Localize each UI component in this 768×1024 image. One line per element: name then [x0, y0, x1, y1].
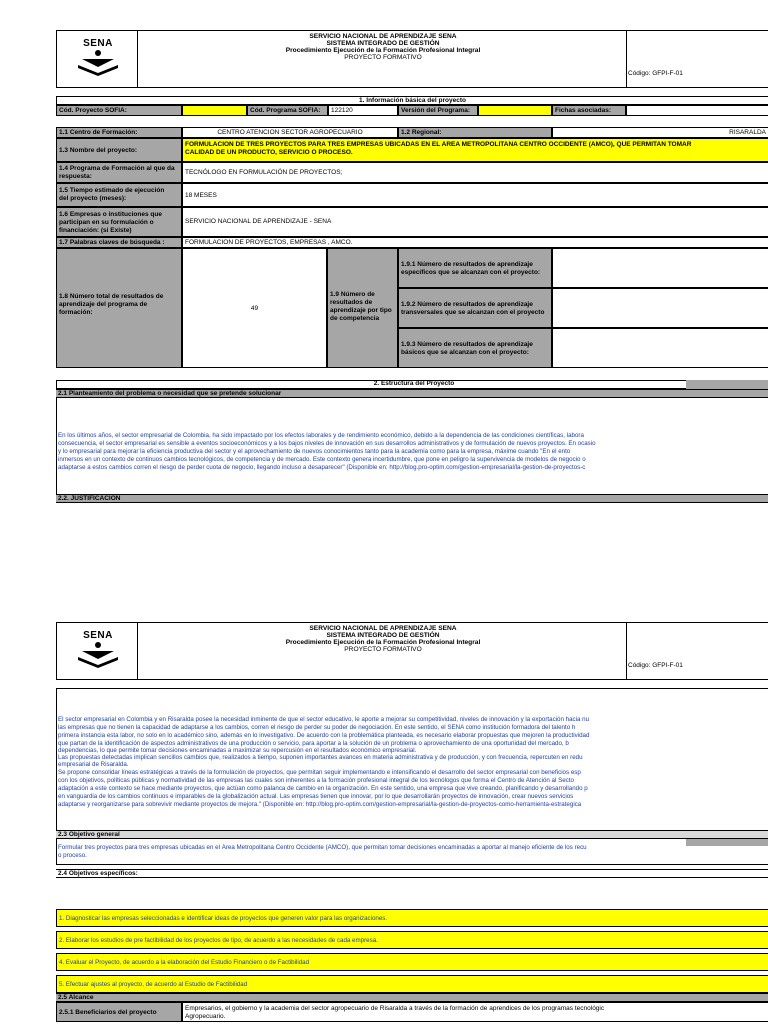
header-code: Código: GFPI-F-01	[628, 70, 683, 77]
header-system-2: SISTEMA INTEGRADO DE GESTIÓN	[326, 632, 440, 639]
resultados-label-1: 1.8 Número total de resultados de	[59, 293, 164, 300]
r2-label-1: 1.9.2 Número de resultados de aprendizaje	[401, 301, 533, 308]
empresas-value: SERVICIO NACIONAL DE APRENDIZAJE - SENA	[182, 207, 768, 237]
nombre-label: 1.3 Nombre del proyecto:	[56, 138, 182, 162]
r3-label-1: 1.9.3 Número de resultados de aprendizaje	[401, 341, 533, 348]
header-doc-2: PROYECTO FORMATIVO	[344, 646, 422, 653]
objetivo-general-label: 2.3 Objetivo general	[56, 830, 768, 839]
tipo-label-4: de competencia	[330, 315, 380, 322]
planteamiento-line-4: inmersos en un contexto de continuos cambios tecnológicos, de competencia y de mercado. Este contexto genera incertidumbre, que pone en peligro la supervivencia de modelos de negocio o	[58, 456, 586, 463]
objetivo-general-body	[56, 839, 768, 865]
justificacion-line-8: Se propone consolidar líneas estratégicas a través de la formulación de proyectos, que permitan seguir implementando e intensificando el desarrollo del sector empresarial con beneficios esp	[58, 769, 581, 776]
beneficiarios-line-2: Agropecuario.	[185, 1013, 226, 1020]
r3-label	[398, 328, 552, 368]
programa-label-2: respuesta:	[59, 173, 92, 180]
centro-value: CENTRO ATENCION SECTOR AGROPECUARIO	[182, 127, 398, 138]
objetivo-2: 2. Elaborar los estudios de pre factibilidad de los proyectos de tipo, de acuerdo a las necesidades de cada empresa.	[56, 931, 768, 949]
cod-proyecto-label: Cód. Proyecto SOFIA:	[56, 105, 182, 116]
justificacion-line-5: dependencias, lo que permite tomar decisiones encaminadas a maximizar su repercusión en el resultados económico empresarial.	[58, 747, 417, 754]
logo-text: SENA	[83, 38, 113, 49]
beneficiarios-line-1: Empresarios, el gobierno y la academia del sector agropecuario de Risaralda a través de la formación de aprendices de los programas tecnológic	[185, 1005, 605, 1012]
justificacion-line-2: las empresas que no tienen la capacidad de adaptarse a los cambios, corren el riesgo de perder su poder de negociación. En este sentido, el SENA como institución formadora del talento h	[58, 724, 576, 731]
planteamiento-line-5: adaptarse a estos cambios corren el riesgo de perder cuota de negocio, llegando incluso a desaparecer" (Disponible en: http://blog.pro-optim.com/gestion-empresarial/la-gestion-de-proyectos-c	[58, 464, 586, 471]
r3-label-2: básicos que se alcanzan con el proyecto:	[401, 349, 529, 356]
tipo-label-2: resultados de	[330, 299, 373, 306]
header-procedure-2: Procedimiento Ejecución de la Formación Profesional Integral	[285, 639, 481, 646]
sena-logo-icon-2	[72, 641, 124, 671]
justificacion-line-11: en vanguardia de los cambios continuos e imparables de la globalización actual. Las empresas tienen que innovar, por lo que desarrollarán proyectos de innovación, crear nuevos servicios	[58, 793, 574, 800]
r1-label	[398, 248, 552, 288]
justificacion-line-10: adaptación a este contexto se hace mediante proyectos, que actúan como palanca de cambio en la organización. En este sentido, una empresa que vive creando, planificando y desarrollando p	[58, 785, 588, 792]
programa-label-1: 1.4 Programa de Formación al que da	[59, 165, 175, 172]
objetivo-general-line-1: Formular tres proyectos para tres empresas ubicadas en el Área Metropolitana Centro Occidente (AMCO), que permitan tomar decisiones encaminadas a aportar al manejo eficiente de los recu	[58, 844, 587, 851]
tiempo-label	[56, 183, 182, 207]
sena-logo-2	[72, 630, 124, 672]
empresas-label-3: financiación: (si Existe)	[59, 227, 132, 234]
beneficiarios-value	[182, 1002, 768, 1022]
regional-value: RISARALDA	[552, 127, 768, 138]
section2-title: 2. Estructura del Proyecto	[373, 380, 455, 387]
r2-label-2: transversales que se alcanzan con el proyecto	[401, 309, 545, 316]
resultados-value: 49	[182, 248, 327, 368]
centro-label: 1.1 Centro de Formación:	[56, 127, 182, 138]
justificacion-label: 2.2. JUSTIFICACIÓN	[56, 494, 768, 503]
planteamiento-label: 2.1 Planteamiento del problema o necesidad que se pretende solucionar	[56, 389, 768, 398]
r2-value[interactable]	[552, 288, 768, 328]
planteamiento-line-3: y lo empresarial para mejorar la eficiencia productiva del sector y el aprovechamiento de nuevos conocimientos tanto para la academia como para la empresa, máxime cuando "En el ento	[58, 448, 571, 455]
nombre-line-2: CALIDAD DE UN PRODUCTO, SERVICIO O PROCESO.	[185, 149, 353, 156]
header-code-2: Código: GFPI-F-01	[628, 662, 683, 669]
cod-programa-label: Cód. Programa SOFIA:	[247, 105, 328, 116]
empresas-label	[56, 207, 182, 237]
header-code-cell	[626, 30, 768, 88]
header-org: SERVICIO NACIONAL DE APRENDIZAJE SENA	[309, 33, 457, 40]
resultados-label-3: formación:	[59, 309, 93, 316]
tiempo-value: 18 MESES	[182, 183, 768, 207]
header-table-2	[56, 622, 768, 680]
tiempo-label-1: 1.5 Tiempo estimado de ejecución	[59, 187, 165, 194]
objetivo-1: 1. Diagnosticar las empresas seleccionadas e identificar ideas de proyectos que generen valor para las organizaciones.	[56, 909, 768, 927]
tipo-label-1: 1.9 Número de	[330, 291, 375, 298]
empresas-label-1: 1.6 Empresas o instituciones que	[59, 211, 162, 218]
sena-logo-icon	[72, 49, 124, 79]
cod-proyecto-value[interactable]	[182, 105, 247, 116]
tipo-label-3: aprendizaje por tipo	[330, 307, 392, 314]
objetivo-4: 4. Evaluar el Proyecto, de acuerdo a la elaboración del Estudio Financiero o de Factibilidad	[56, 953, 768, 971]
justificacion-line-4: que partan de la identificación de aspectos administrativos de una producción o servicio, para aportar a la solución de un problema o aprovechamiento de una oportunidad del mercado, b	[58, 740, 569, 747]
header-system: SISTEMA INTEGRADO DE GESTIÓN	[326, 40, 440, 47]
header-code-cell-2	[626, 622, 768, 680]
objetivo-general-line-2: o proceso.	[58, 852, 87, 859]
version-value[interactable]	[478, 105, 552, 116]
sena-logo	[72, 38, 124, 80]
tiempo-label-2: del proyecto (meses):	[59, 195, 127, 202]
r1-label-1: 1.9.1 Número de resultados de aprendizaje	[401, 261, 533, 268]
objetivo-general-shade	[686, 830, 768, 846]
fichas-value[interactable]	[626, 105, 768, 116]
alcance-label: 2.5 Alcance	[56, 993, 768, 1002]
r1-value[interactable]	[552, 248, 768, 288]
logo-text-2: SENA	[83, 630, 113, 641]
planteamiento-line-1: En los últimos años, el sector empresarial de Colombia, ha sido impactado por los efectos laborales y de rendimiento económico, debido a la dependencia de las condiciones científicas, labora	[58, 432, 584, 439]
r1-label-2: específicos que se alcanzan con el proyecto:	[401, 269, 541, 276]
justificacion-line-9: con los objetivos, políticas públicas y normatividad de las empresas las cuales son inherentes a la formación profesional integral de los tecnólogos que forma el Centro de Atención al Secto	[58, 777, 574, 784]
resultados-label-2: aprendizaje del programa de	[59, 301, 148, 308]
justificacion-line-6: Las propuestas detectadas implican sencillos cambios que, realizados a tiempo, suponen importantes avances en materia administrativa y de producción, y con frecuencia, repercuten en redu	[58, 754, 583, 761]
cod-programa-value[interactable]: 122120	[328, 105, 398, 116]
fichas-label: Fichas asociadas:	[552, 105, 626, 116]
tipo-label	[327, 248, 398, 368]
programa-label	[56, 162, 182, 183]
version-label: Versión del Programa:	[398, 105, 478, 116]
section1-title: 1. Información básica del proyecto	[56, 96, 768, 105]
justificacion-line-3: primera instancia esta labor, no solo en lo académico sino, además en lo investigativo. De acuerdo con la problemática planteada, es necesario elaborar propuestas que mejoren la productividad	[58, 732, 590, 739]
justificacion-line-12: adaptarse y reorganizarse para sobrevivir mediante proyectos de mejora." (Disponible en: http://blog.pro-optim.com/gestion-empresarial/la-gestion-de-proyectos-como-herramienta-estrategica	[58, 801, 582, 808]
r2-label	[398, 288, 552, 328]
header-org-2: SERVICIO NACIONAL DE APRENDIZAJE SENA	[309, 625, 457, 632]
header-doc: PROYECTO FORMATIVO	[344, 54, 422, 61]
justificacion-body	[56, 688, 768, 830]
nombre-value	[182, 138, 768, 162]
palabras-value: FORMULACION DE PROYECTOS, EMPRESAS , AMCO.	[182, 237, 768, 248]
justificacion-line-7: empresarial de Risaralda.	[58, 761, 129, 768]
objetivo-5: 5. Efectuar ajustes al proyecto, de acuerdo al Estudio de Factibilidad	[56, 975, 768, 993]
regional-label: 1.2 Regional:	[398, 127, 552, 138]
programa-value: TECNÓLOGO EN FORMULACIÓN DE PROYECTOS;	[182, 162, 768, 183]
r3-value[interactable]	[552, 328, 768, 368]
beneficiarios-label: 2.5.1 Beneficiarios del proyecto	[56, 1002, 182, 1022]
resultados-label	[56, 248, 182, 368]
empresas-label-2: participan en su formulación o	[59, 219, 154, 226]
palabras-label: 1.7 Palabras claves de búsqueda :	[56, 237, 182, 248]
header-procedure: Procedimiento Ejecución de la Formación Profesional Integral	[285, 47, 481, 54]
nombre-line-1: FORMULACIÓN DE TRES PROYECTOS PARA TRES EMPRESAS UBICADAS EN EL AREA METROPOLITANA CENTRO OCCIDENTE (AMCO), QUE PERMITAN TOMAR	[185, 141, 692, 148]
header-logo-cell-2	[56, 622, 138, 680]
objetivos-especificos-label: 2.4 Objetivos específicos:	[56, 869, 768, 878]
planteamiento-line-2: consecuencia, el sector empresarial es sensible a eventos socioeconómicos y a los bajos niveles de innovación en sus desarrollos administrativos y de formulación de nuevos proyectos. En ocasio	[58, 440, 596, 447]
justificacion-line-1: El sector empresarial en Colombia y en Risaralda posee la necesidad inminente de que el sector educativo, le aporte a mejorar su competitividad, niveles de innovación y la exportación hacia nu	[58, 716, 590, 723]
